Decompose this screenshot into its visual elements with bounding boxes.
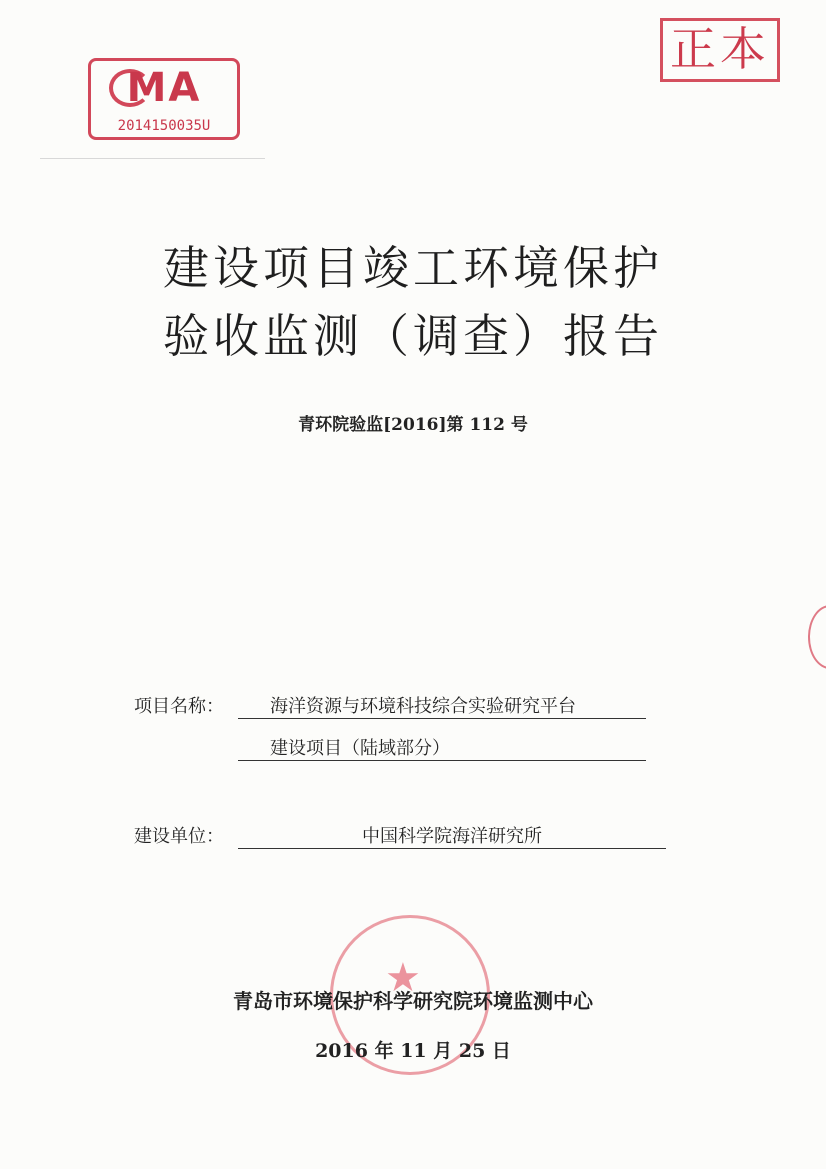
cma-code: 2014150035U: [117, 118, 211, 134]
project-name-line-2: 建设项目（陆域部分）: [238, 734, 646, 761]
issuing-organization: 青岛市环境保护科学研究院环境监测中心: [233, 989, 593, 1013]
builder-name: 中国科学院海洋研究所: [238, 822, 666, 849]
seal-star-icon: ★: [385, 955, 421, 1001]
scan-divider: [40, 158, 265, 159]
report-title-line-1: 建设项目竣工环境保护: [163, 241, 663, 295]
cma-stamp: [88, 58, 240, 140]
cma-logo: MA: [126, 65, 202, 111]
edge-seal-fragment: [808, 605, 826, 669]
project-name-line-1: 海洋资源与环境科技综合实验研究平台: [238, 692, 646, 719]
project-name-label: 项目名称：: [134, 696, 224, 717]
builder-label: 建设单位：: [134, 826, 224, 847]
original-copy-stamp: 正本: [660, 18, 780, 82]
document-number: 青环院验监[2016]第 112 号: [298, 415, 528, 435]
report-title-line-2: 验收监测（调查）报告: [163, 309, 663, 363]
issue-date: 2016 年 11 月 25 日: [315, 1040, 511, 1062]
